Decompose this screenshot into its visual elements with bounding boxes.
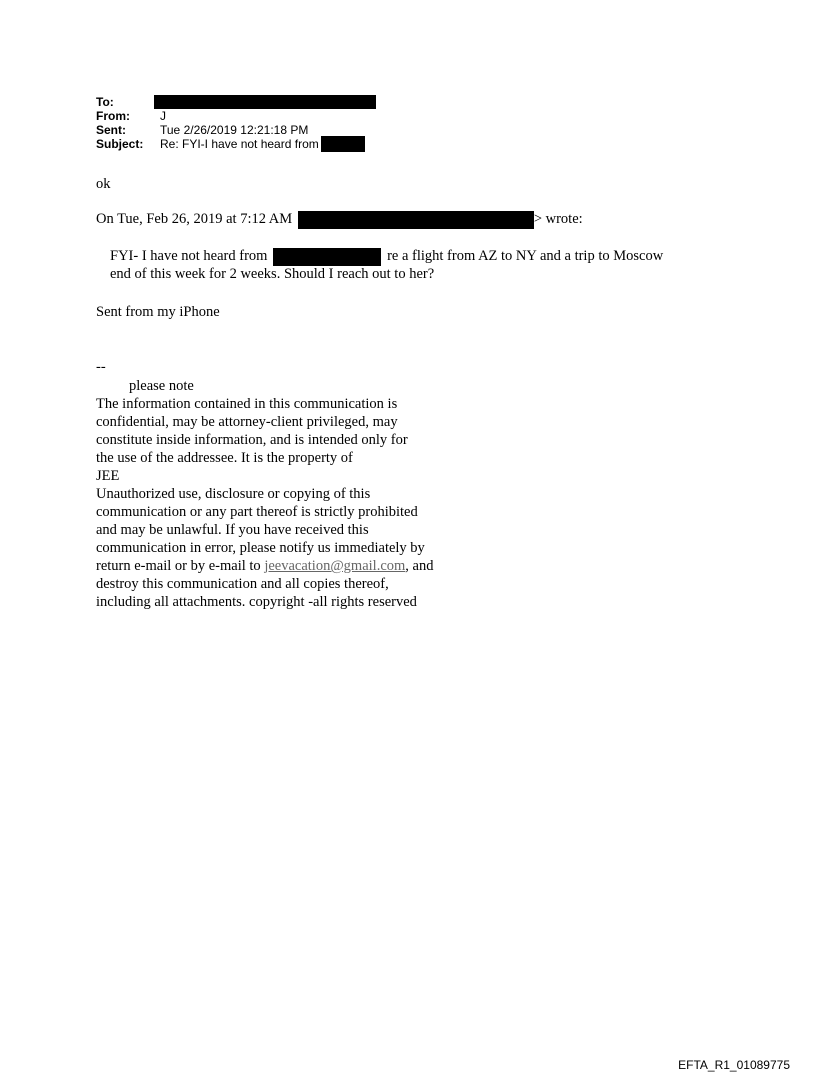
disclaimer-line: the use of the addressee. It is the property of [96, 450, 353, 466]
from-label: From: [96, 109, 130, 123]
quote-line1-prefix: FYI- I have not heard from [110, 248, 268, 264]
header-subject-row [96, 137, 376, 151]
quote-line1-suffix: re a flight from AZ to NY and a trip to Moscow [387, 248, 664, 264]
redaction-subject [321, 136, 365, 152]
disclaimer-body [96, 395, 433, 611]
email-line-prefix: return e-mail or by e-mail to [96, 558, 261, 574]
disclaimer-line: Unauthorized use, disclosure or copying of this [96, 486, 371, 502]
quote-intro [96, 210, 583, 229]
signature: Sent from my iPhone [96, 304, 220, 320]
redaction-sender [298, 211, 534, 229]
disclaimer-note: please note [129, 378, 194, 394]
sent-value: Tue 2/26/2019 12:21:18 PM [160, 123, 309, 137]
subject-label: Subject: [96, 137, 144, 151]
to-label: To: [96, 95, 114, 109]
redaction-to [154, 95, 376, 109]
disclaimer-line: and may be unlawful. If you have received this [96, 522, 369, 538]
quoted-message-line-2: end of this week for 2 weeks. Should I reach out to her? [110, 266, 435, 282]
quote-intro-suffix: > wrote: [533, 211, 583, 227]
disclaimer-line: communication or any part thereof is strictly prohibited [96, 504, 418, 520]
header-to-row [96, 95, 376, 109]
disclaimer-line: confidential, may be attorney-client privileged, may [96, 414, 398, 430]
disclaimer-line: destroy this communication and all copies thereof, [96, 576, 389, 592]
disclaimer-line: The information contained in this communication is [96, 396, 398, 412]
email-link[interactable]: jeevacation@gmail.com [264, 558, 406, 574]
email-header [96, 95, 376, 151]
header-from-row [96, 109, 376, 123]
document-id: EFTA_R1_01089775 [678, 1058, 790, 1072]
disclaimer-line: constitute inside information, and is intended only for [96, 432, 408, 448]
header-sent-row [96, 123, 376, 137]
sent-label: Sent: [96, 123, 126, 137]
disclaimer-email-line [96, 557, 433, 575]
redaction-person [273, 248, 381, 266]
disclaimer-line: communication in error, please notify us immediately by [96, 540, 425, 556]
subject-value: Re: FYI-I have not heard from [160, 137, 319, 151]
quoted-message-line-1 [110, 247, 663, 266]
email-line-suffix: , and [405, 558, 434, 574]
disclaimer-separator: -- [96, 359, 106, 375]
from-value: J [160, 109, 166, 123]
disclaimer-line: including all attachments. copyright -all rights reserved [96, 594, 417, 610]
quote-intro-prefix: On Tue, Feb 26, 2019 at 7:12 AM [96, 211, 293, 227]
disclaimer-line: JEE [96, 468, 120, 484]
reply-text: ok [96, 176, 111, 192]
